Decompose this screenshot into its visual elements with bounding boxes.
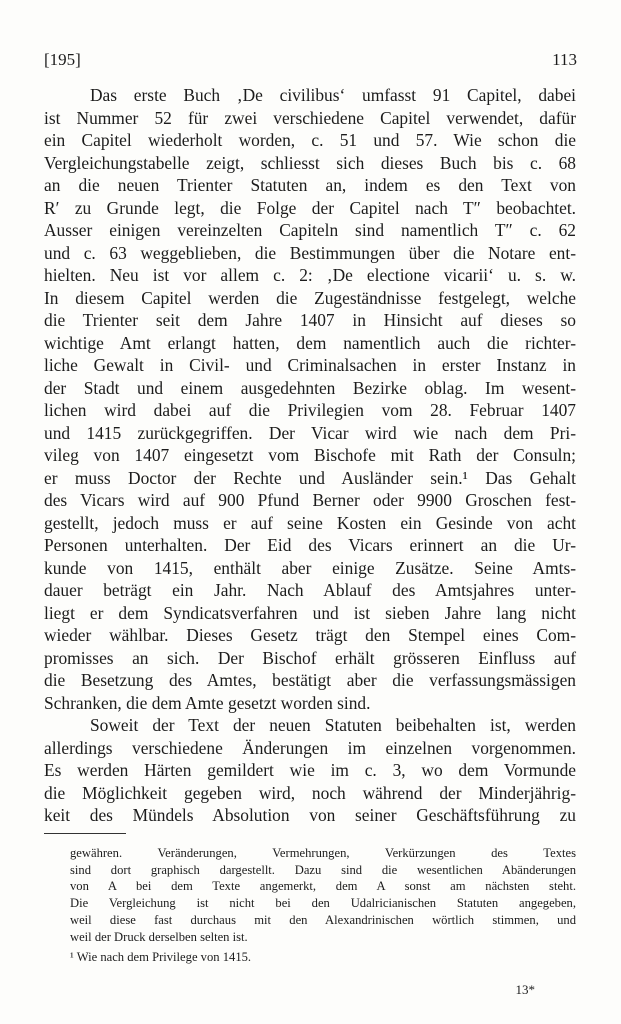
text-line: er muss Doctor der Rechte und Ausländer sein.¹ Das Gehalt (44, 467, 576, 488)
footnote-line: von A bei dem Texte angemerkt, dem A sonst am nächsten steht. (70, 879, 576, 894)
text-line: R′ zu Grunde legt, die Folge der Capitel nach T″ beobachtet. (44, 197, 576, 218)
text-line: hielten. Neu ist vor allem c. 2: ‚De electione vicarii‘ u. s. w. (44, 265, 576, 285)
footnotes (44, 845, 576, 966)
footnote-line: Die Vergleichung ist nicht bei den Udalricianischen Statuten angegeben, (70, 896, 576, 911)
footnote-1: ¹ Wie nach dem Privilege von 1415. (70, 950, 252, 965)
text-line: gestellt, jedoch muss er auf seine Kosten ein Gesinde von acht (44, 512, 576, 533)
text-line: Schranken, die dem Amte gesetzt worden sind. (44, 692, 371, 713)
text-line: und 1415 zurückgegriffen. Der Vicar wird wie nach dem Pri- (44, 422, 576, 443)
text-line: vileg von 1407 eingesetzt vom Bischofe mit Rath der Consuln; (44, 445, 576, 465)
footnote-line: sind dort graphisch dargestellt. Dazu sind die wesentlichen Abänderungen (70, 862, 576, 877)
footnote-line: weil diese fast durchaus mit den Alexandrinischen wörtlich stimmen, und (70, 912, 576, 927)
page-number: 113 (552, 50, 577, 69)
text-line: Personen unterhalten. Der Eid des Vicars erinnert an die Ur- (44, 535, 576, 555)
text-line: Soweit der Text der neuen Statuten beibehalten ist, werden (90, 715, 576, 735)
text-line: allerdings verschiedene Änderungen im einzelnen vorgenommen. (44, 737, 576, 758)
text-line: ist Nummer 52 für zwei verschiedene Capitel verwendet, dafür (44, 107, 576, 128)
text-line: die Trienter seit dem Jahre 1407 in Hinsicht auf dieses so (44, 310, 576, 330)
footnote-line: gewähren. Veränderungen, Vermehrungen, Verkürzungen des Textes (70, 846, 576, 860)
footnote-rule (44, 833, 126, 834)
footnote-line: weil der Druck derselben selten ist. (70, 929, 248, 944)
text-line: der Stadt und einem ausgedehnten Bezirke oblag. Im wesent- (44, 377, 576, 398)
page-bracket-number: [195] (44, 50, 81, 69)
text-line: wichtige Amt erlangt hatten, dem namentlich auch die richter- (44, 332, 576, 353)
text-line: wieder wählbar. Dieses Gesetz trägt den Stempel eines Com- (44, 625, 576, 645)
text-line: dauer beträgt ein Jahr. Nach Ablauf des Amtsjahres unter- (44, 580, 576, 600)
text-line: des Vicars wird auf 900 Pfund Berner oder 9900 Groschen fest- (44, 490, 576, 510)
text-line: an die neuen Trienter Statuten an, indem es den Text von (44, 175, 576, 195)
text-line: keit des Mündels Absolution von seiner Geschäftsführung zu (44, 805, 576, 825)
text-line: die Besetzung des Amtes, bestätigt aber die verfassungsmässigen (44, 670, 576, 690)
text-line: lichen wird dabei auf die Privilegien vom 28. Februar 1407 (44, 400, 576, 420)
text-line: Ausser einigen vereinzelten Capiteln sind namentlich T″ c. 62 (44, 220, 576, 240)
text-line: liegt er dem Syndicatsverfahren und ist sieben Jahre lang nicht (44, 602, 576, 623)
sheet-signature: 13* (515, 982, 535, 997)
text-line: In diesem Capitel werden die Zugeständnisse festgelegt, welche (44, 287, 576, 308)
text-line: und c. 63 weggeblieben, die Bestimmungen über die Notare ent- (44, 242, 576, 263)
text-line: liche Gewalt in Civil- und Criminalsachen in erster Instanz in (44, 355, 576, 375)
main-text (44, 84, 576, 827)
text-line: kunde von 1415, enthält aber einige Zusätze. Seine Amts- (44, 557, 576, 578)
text-line: Vergleichungstabelle zeigt, schliesst sich dieses Buch bis c. 68 (44, 152, 576, 173)
text-line: ein Capitel wiederholt worden, c. 51 und 57. Wie schon die (44, 130, 576, 150)
text-line: die Möglichkeit gegeben wird, noch während der Minderjährig- (44, 782, 576, 803)
text-line: Es werden Härten gemildert wie im c. 3, wo dem Vormunde (44, 760, 576, 780)
text-line: Das erste Buch ‚De civilibus‘ umfasst 91 Capitel, dabei (90, 85, 576, 105)
text-line: promisses an sich. Der Bischof erhält grösseren Einfluss auf (44, 647, 576, 668)
